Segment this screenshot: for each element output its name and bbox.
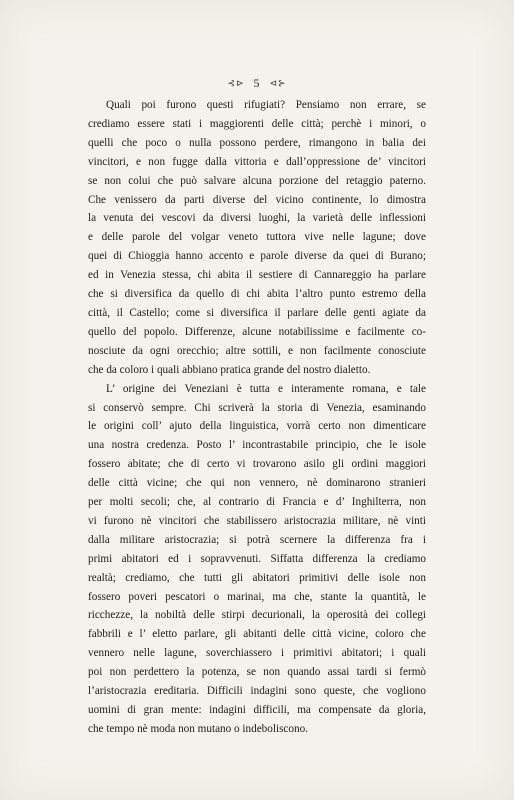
body-text bbox=[88, 96, 426, 739]
text-line: uomini di gran mente: indagini difficili, ma compensate da gloria, bbox=[88, 704, 426, 716]
text-line: e delle parole del volgar veneto tuttora vive nelle lagune; dove bbox=[88, 231, 426, 244]
text-line: vennero nelle lagune, soverchiassero i primitivi abitatori; i quali bbox=[88, 647, 426, 660]
text-line: ricchezze, la nobiltà delle stirpi decurionali, la operosità dei collegi bbox=[88, 609, 426, 622]
page-header bbox=[0, 76, 514, 91]
text-line: delle città vicine; che qui non vennero, nè dominarono stranieri bbox=[88, 477, 426, 490]
text-line: la venuta dei vescovi da diversi luoghi, la varietà delle inflessioni bbox=[88, 212, 426, 225]
paragraph bbox=[88, 380, 426, 739]
text-line: vi furono nè vincitori che stabilissero aristocrazia militare, nè vinti bbox=[88, 514, 426, 527]
text-line: che si diversifica da quello di chi abita l’altro punto estremo della bbox=[88, 288, 426, 301]
text-line: Quali poi furono questi rifugiati? Pensiamo non errare, se bbox=[106, 99, 426, 111]
text-line: per molti secoli; che, al contrario di Francia e d’ Inghilterra, non bbox=[88, 496, 426, 509]
text-line: fossero poveri pescatori o marinai, ma che, stante la quantità, le bbox=[88, 590, 426, 603]
page-number: 5 bbox=[253, 76, 261, 90]
text-line: fossero abitate; che di certo vi trovarono asilo gli ordini maggiori bbox=[88, 458, 426, 471]
text-line: nosciute da ogni orecchio; altre sottili, e non facilmente conosciute bbox=[88, 344, 426, 357]
text-line: che tempo nè moda non mutano o indeboliscono. bbox=[88, 722, 308, 735]
text-line: si conservò sempre. Chi scriverà la storia di Venezia, esaminando bbox=[88, 401, 426, 414]
text-line: poi non perdettero la potenza, se non quando assai tardi si fermò bbox=[88, 666, 426, 679]
ornament-left-icon: ⊰⊳ bbox=[227, 78, 245, 88]
text-line: crediamo essere stati i maggiorenti delle città; perchè i minori, o bbox=[88, 117, 426, 130]
text-line: se non colui che può salvare alcuna porzione del retaggio paterno. bbox=[88, 174, 426, 187]
text-line: realtà; crediamo, che tutti gli abitatori primitivi delle isole non bbox=[88, 571, 426, 584]
text-line: le origini coll’ ajuto della linguistica, vorrà certo non dimenticare bbox=[88, 420, 426, 433]
text-line: L’ origine dei Veneziani è tutta e interamente romana, e tale bbox=[106, 382, 426, 395]
text-line: quei di Chioggia hanno accento e parole diverse da quei di Burano; bbox=[88, 250, 426, 263]
text-line: fabbrili e l’ eletto parlare, gli abitanti delle città vicine, coloro che bbox=[88, 628, 426, 641]
text-line: Che venissero da parti diverse del vicino continente, lo dimostra bbox=[88, 193, 426, 206]
text-line: quelli che poco o nulla possono perdere, rimangono in balia dei bbox=[88, 136, 426, 149]
text-line: primi abitatori ed i sopravvenuti. Siffatta differenza la crediamo bbox=[88, 552, 426, 565]
text-line: l’aristocrazia ereditaria. Difficili indagini sono queste, che vogliono bbox=[88, 685, 426, 698]
text-line: una nostra credenza. Posto l’ incontrastabile principio, che le isole bbox=[88, 439, 426, 452]
ornament-right-icon: ⊲⊱ bbox=[269, 78, 287, 88]
text-line: ed in Venezia stessa, chi abita il sestiere di Cannareggio ha parlare bbox=[88, 269, 426, 282]
text-line: città, il Castello; come si diversifica il parlare delle genti agiate da bbox=[88, 306, 426, 319]
text-line: quello del popolo. Differenze, alcune notabilissime e facilmente co- bbox=[88, 325, 426, 338]
text-line: dalla militare aristocrazia; si potrà scernere la differenza fra i bbox=[88, 533, 426, 546]
text-line: che da coloro i quali abbiano pratica grande del nostro dialetto. bbox=[88, 363, 371, 376]
text-line: vincitori, e non fugge dalla vittoria e dall’oppressione de’ vincitori bbox=[88, 155, 426, 168]
paragraph bbox=[88, 96, 426, 380]
